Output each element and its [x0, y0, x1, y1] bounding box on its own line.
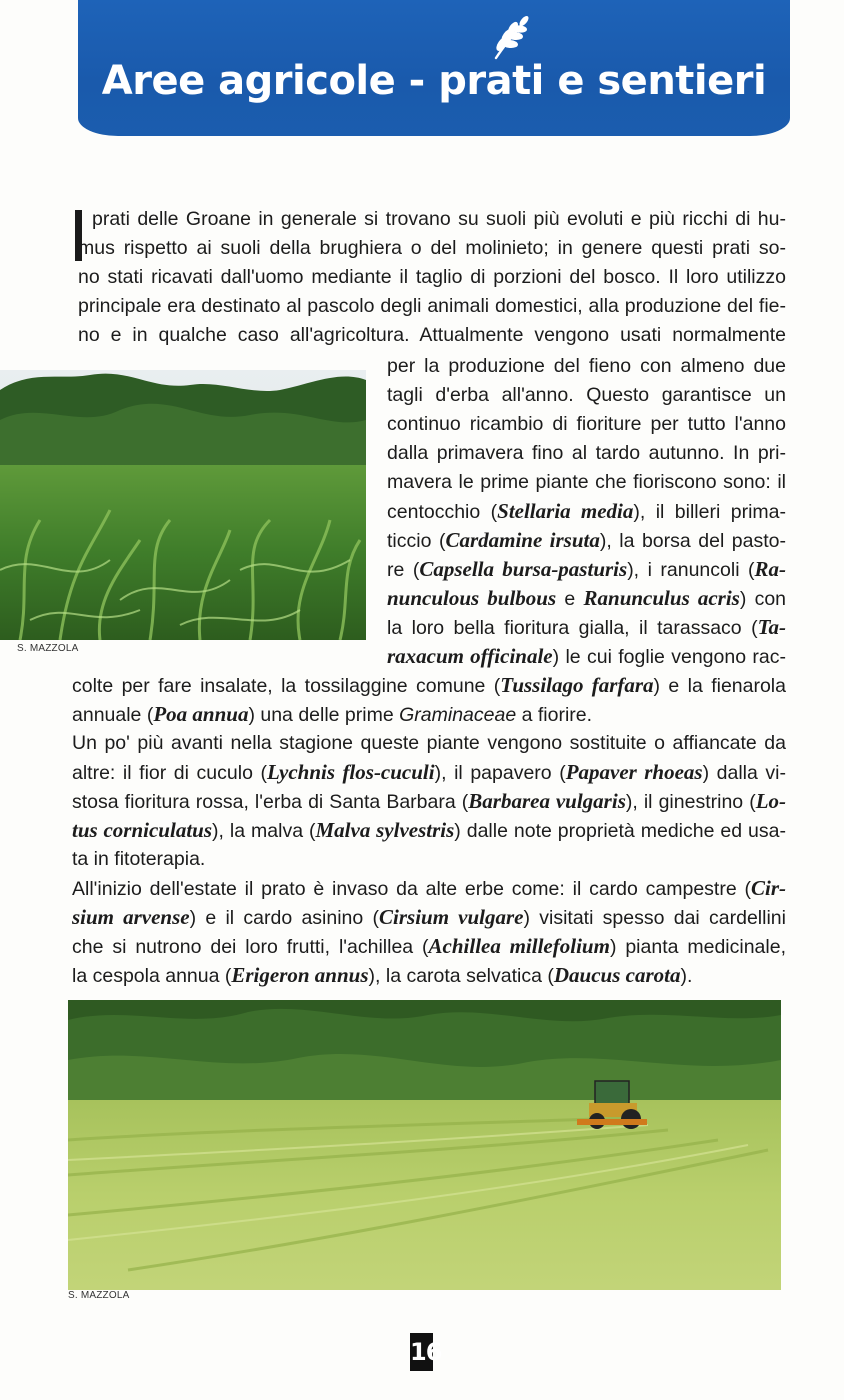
header-banner [78, 0, 790, 136]
text-line: la loro bella fioritura gialla, il tarassaco (Ta- [387, 615, 786, 639]
species-name: Stellaria media [497, 499, 634, 523]
text-line: re (Capsella bursa-pasturis), i ranuncoli (Ra- [387, 557, 786, 581]
species-name: Tussilago farfara [500, 673, 654, 697]
text-line: ticcio (Cardamine irsuta), la borsa del pasto- [387, 528, 786, 552]
species-name: Lo- [755, 789, 786, 813]
paragraph-intro [92, 205, 786, 234]
text-line: colte per fare insalate, la tossilaggine comune (Tussilago farfara) e la fienarola [72, 673, 786, 697]
text-line: altre: il fior di cuculo (Lychnis flos-cuculi), il papavero (Papaver rhoeas) dalla vi- [72, 760, 786, 784]
photo-credit: S. MAZZOLA [17, 643, 79, 654]
text-line: nunculous bulbous e Ranunculus acris) con [387, 586, 786, 610]
text-line: principale era destinato al pascolo degli animali domestici, alla produzione del fie- [78, 295, 786, 317]
text-line: la cespola annua (Erigeron annus), la carota selvatica (Daucus carota). [72, 963, 693, 987]
species-name: Malva sylvestris [315, 818, 455, 842]
text-line: annuale (Poa annua) una delle prime Graminaceae a fiorire. [72, 702, 593, 726]
photo-credit: S. MAZZOLA [68, 1290, 130, 1301]
species-name: Erigeron annus [231, 963, 369, 987]
text-line: sium arvense) e il cardo asinino (Cirsium vulgare) visitati spesso dai cardellini [72, 905, 786, 929]
wheat-icon [488, 14, 534, 62]
species-name: Capsella bursa-pasturis [419, 557, 628, 581]
page-number: 16 [410, 1333, 433, 1371]
species-name: Cirsium vulgare [379, 905, 524, 929]
species-name: Ranunculus acris [583, 586, 740, 610]
text-line: All'inizio dell'estate il prato è invaso da alte erbe come: il cardo campestre (Cir- [72, 876, 786, 900]
text-line: che si nutrono dei loro frutti, l'achillea (Achillea millefolium) pianta medicinale, [72, 934, 786, 958]
text-line: raxacum officinale) le cui foglie vengono rac- [387, 644, 786, 668]
paragraph-intro-cont [78, 234, 786, 350]
paragraph-wrap [387, 352, 786, 671]
species-name: Poa annua [153, 702, 249, 726]
species-name: Achillea millefolium [428, 934, 610, 958]
species-name: Papaver rhoeas [565, 760, 703, 784]
text-line: tus corniculatus), la malva (Malva sylvestris) dalle note proprietà mediche ed usa- [72, 818, 786, 842]
text-line: tagli d'erba all'anno. Questo garantisce un [387, 384, 786, 406]
species-name: Barbarea vulgaris [468, 789, 626, 813]
meadow-tractor-photo [68, 1000, 781, 1290]
text-line: no e in qualche caso all'agricoltura. Attualmente vengono usati normalmente [78, 324, 786, 346]
page-title: Aree agricole - prati e sentieri [101, 58, 767, 104]
species-name: Cir- [750, 876, 786, 900]
species-name: Cardamine irsuta [445, 528, 600, 552]
species-name: Daucus carota [553, 963, 681, 987]
species-name: Ta- [757, 615, 786, 639]
paragraph-continue [72, 671, 786, 990]
text-line: per la produzione del fieno con almeno due [387, 355, 786, 377]
species-name: nunculous bulbous [387, 586, 557, 610]
species-name: Ra- [754, 557, 786, 581]
text-line: no stati ricavati dall'uomo mediante il taglio di porzioni del bosco. Il loro utilizzo [78, 266, 786, 288]
text-line: ta in fitoterapia. [72, 848, 206, 870]
text-line: dalla primavera fino al tardo autunno. In pri- [387, 442, 786, 464]
species-name: raxacum officinale [387, 644, 553, 668]
corn-field-photo [0, 370, 366, 640]
text-line: mavera le prime piante che fioriscono sono: il [387, 471, 786, 493]
text-line: continuo ricambio di fioriture per tutto l'anno [387, 413, 786, 435]
species-name: tus corniculatus [72, 818, 213, 842]
text-line: prati delle Groane in generale si trovano su suoli più evoluti e più ricchi di hu- [92, 208, 786, 230]
family-name: Graminaceae [399, 704, 517, 726]
text-line: stosa fioritura rossa, l'erba di Santa Barbara (Barbarea vulgaris), il ginestrino (Lo- [72, 789, 786, 813]
text-line: centocchio (Stellaria media), il billeri prima- [387, 499, 786, 523]
species-name: sium arvense [72, 905, 190, 929]
text-line: mus rispetto ai suoli della brughiera o del molinieto; in genere questi prati so- [78, 237, 786, 259]
species-name: Lychnis flos-cuculi [266, 760, 435, 784]
text-line: Un po' più avanti nella stagione queste piante vengono sostituite o affiancate da [72, 732, 786, 754]
